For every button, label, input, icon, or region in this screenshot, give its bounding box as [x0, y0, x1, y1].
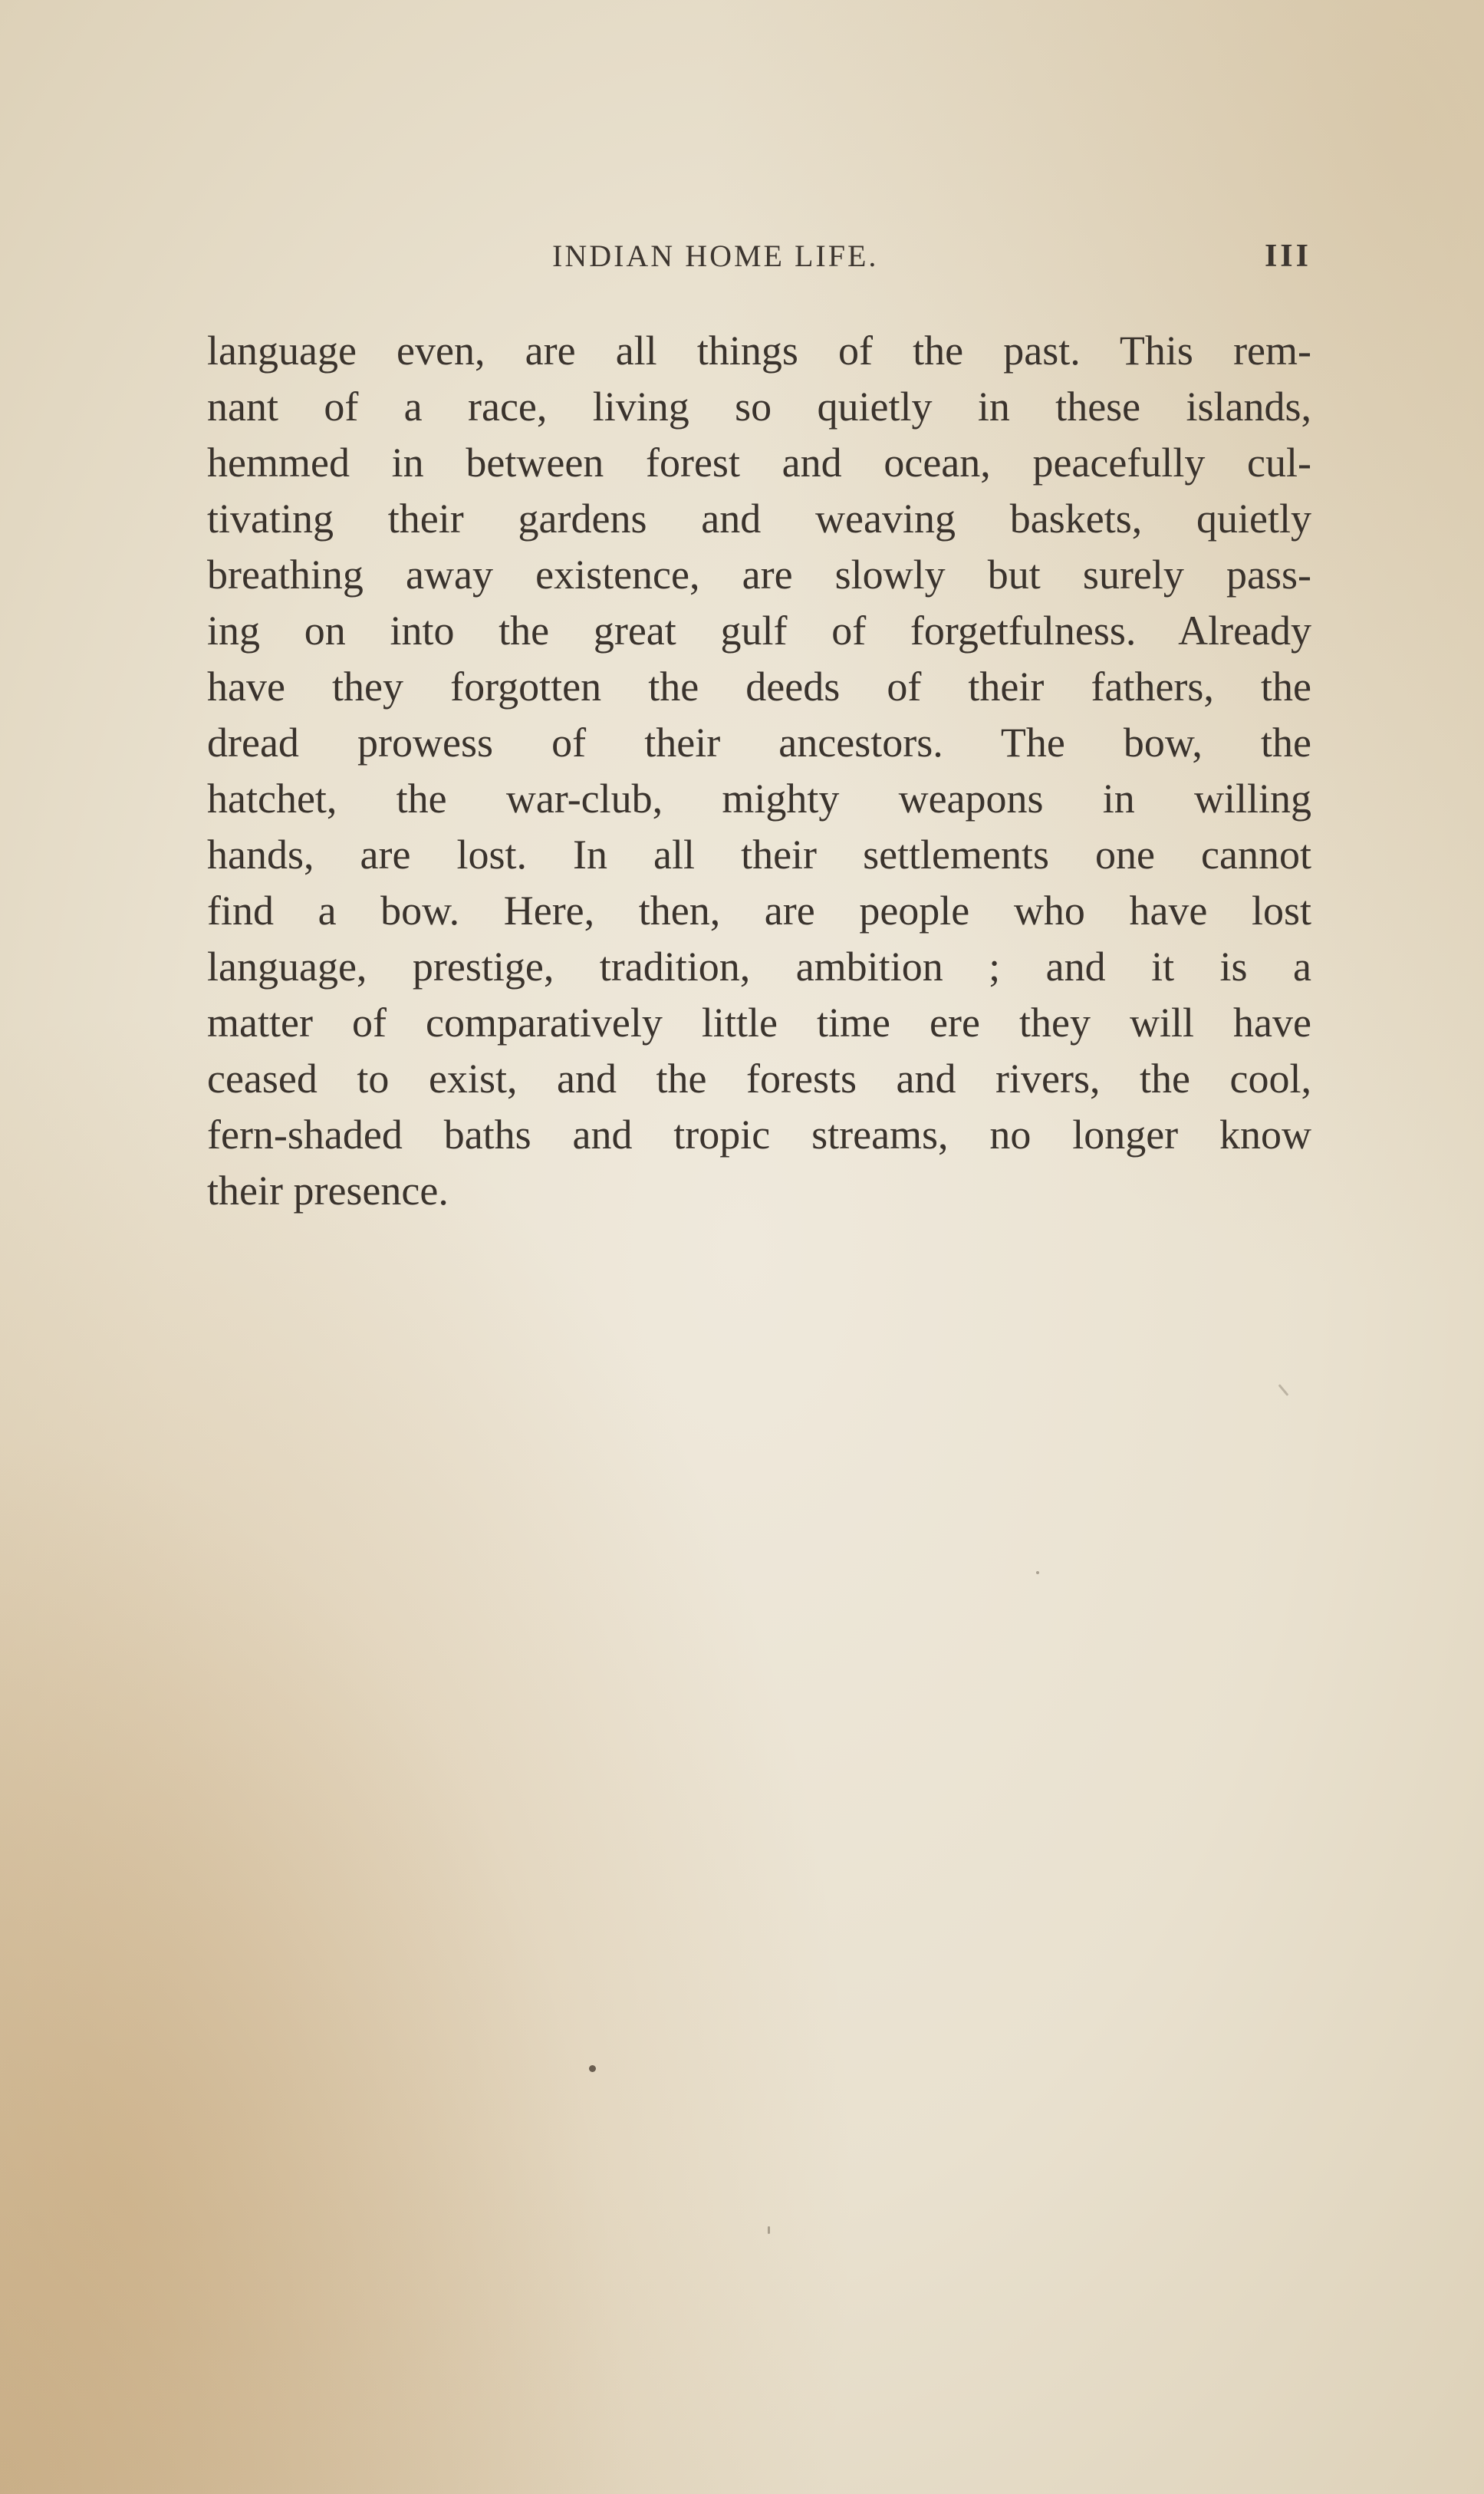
text-line: tivating their gardens and weaving baskets, quietly	[207, 496, 1311, 542]
text-line: nant of a race, living so quietly in these islands,	[207, 384, 1311, 430]
paper-speck	[768, 2226, 770, 2234]
text-line: hands, are lost. In all their settlements one cannot	[207, 832, 1311, 878]
text-line: hemmed in between forest and ocean, peacefully cul-	[207, 440, 1311, 486]
paper-speck	[1036, 1571, 1039, 1574]
text-line: dread prowess of their ancestors. The bow, the	[207, 720, 1311, 766]
running-title: INDIAN HOME LIFE.	[552, 239, 879, 273]
text-line: breathing away existence, are slowly but surely pass-	[207, 552, 1311, 598]
body-paragraph	[207, 323, 1311, 1219]
text-line: ing on into the great gulf of forgetfulness. Already	[207, 608, 1311, 654]
text-line: find a bow. Here, then, are people who have lost	[207, 888, 1311, 934]
text-line: matter of comparatively little time ere they will have	[207, 1000, 1311, 1046]
text-line: fern-shaded baths and tropic streams, no longer know	[207, 1112, 1311, 1158]
text-line: have they forgotten the deeds of their fathers, the	[207, 664, 1311, 710]
paper-speck	[1278, 1384, 1289, 1396]
text-line: hatchet, the war-club, mighty weapons in willing	[207, 776, 1311, 822]
page-number: III	[1264, 239, 1311, 274]
text-line: their presence.	[207, 1168, 449, 1214]
text-line: ceased to exist, and the forests and rivers, the cool,	[207, 1056, 1311, 1102]
paper-speck	[589, 2065, 596, 2072]
text-line: language even, are all things of the past. This rem-	[207, 328, 1311, 374]
running-head	[207, 238, 1311, 284]
text-line: language, prestige, tradition, ambition ; and it is a	[207, 944, 1311, 990]
